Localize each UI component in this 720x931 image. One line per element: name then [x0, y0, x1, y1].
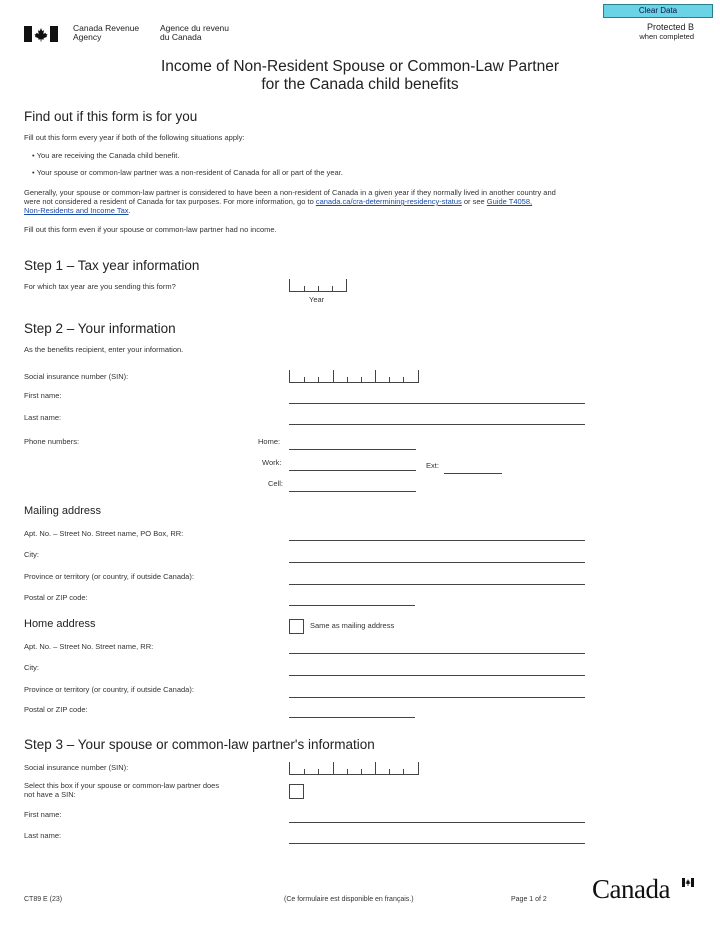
step3-heading: Step 3 – Your spouse or common-law partner's information — [24, 737, 375, 752]
agency-name-fr: Agence du revenu du Canada — [160, 23, 229, 42]
sin-label: Social insurance number (SIN): — [24, 372, 129, 381]
mailing-city-field[interactable] — [289, 562, 585, 563]
mailing-province-label: Province or territory (or country, if outside Canada): — [24, 572, 194, 581]
home-postal-label: Postal or ZIP code: — [24, 705, 88, 714]
canada-wordmark: Canada — [592, 874, 670, 904]
mailing-province-field[interactable] — [289, 584, 585, 585]
agency-name-en: Canada Revenue Agency — [73, 23, 140, 42]
spouse-last-name-label: Last name: — [24, 831, 62, 840]
recipient-first-name-field[interactable] — [289, 403, 585, 404]
same-as-mailing-checkbox[interactable] — [289, 619, 304, 634]
mailing-address-heading: Mailing address — [24, 505, 102, 517]
form-title: Income of Non-Resident Spouse or Common-Law Partner for the Canada child benefits — [160, 58, 560, 93]
home-address-heading: Home address — [24, 618, 96, 630]
work-phone-label: Work: — [262, 458, 282, 467]
home-province-field[interactable] — [289, 697, 585, 698]
guide-t4058-link-cont[interactable]: Non-Residents and Income Tax — [24, 206, 129, 215]
home-city-field[interactable] — [289, 675, 585, 676]
canada-flag-icon — [24, 26, 58, 42]
intro-paragraph: Fill out this form every year if both of the following situations apply: — [24, 133, 245, 142]
no-income-note: Fill out this form even if your spouse or common-law partner had no income. — [24, 225, 277, 234]
intro-bullet-2: • Your spouse or common-law partner was a non-resident of Canada for all or part of the year. — [32, 168, 343, 177]
protected-b-label: Protected B when completed — [639, 22, 694, 41]
step2-intro: As the benefits recipient, enter your information. — [24, 345, 184, 354]
step1-heading: Step 1 – Tax year information — [24, 258, 200, 273]
work-phone-field[interactable] — [289, 470, 416, 471]
spouse-first-name-field[interactable] — [289, 822, 585, 823]
residency-link[interactable]: canada.ca/cra-determining-residency-status — [315, 197, 462, 206]
mailing-street-label: Apt. No. – Street No. Street name, PO Box, RR: — [24, 529, 184, 538]
cell-phone-label: Cell: — [268, 479, 284, 488]
home-street-field[interactable] — [289, 653, 585, 654]
page-number: Page 1 of 2 — [511, 896, 547, 903]
guide-t4058-link[interactable]: Guide T4058, — [486, 197, 533, 206]
residency-paragraph: Generally, your spouse or common-law partner is considered to have been a non-resident of Canada in a given year if they normally lived in another country and were not considered a resident of Canada for tax purposes. For more information, go to canada.ca/cra-determining-residency-status or see Guide T4058, Non-Residents and Income Tax. — [24, 188, 556, 215]
no-sin-label: Select this box if your spouse or common-law partner does not have a SIN: — [24, 781, 220, 799]
ext-label: Ext: — [426, 461, 439, 470]
spouse-first-name-label: First name: — [24, 810, 62, 819]
work-ext-field[interactable] — [444, 473, 502, 474]
form-code: CT89 E (23) — [24, 896, 63, 903]
tax-year-input[interactable] — [289, 279, 347, 292]
first-name-label: First name: — [24, 391, 62, 400]
mailing-postal-label: Postal or ZIP code: — [24, 593, 88, 602]
mailing-city-label: City: — [24, 550, 39, 559]
french-availability-note: (Ce formulaire est disponible en français.) — [284, 896, 414, 903]
home-phone-field[interactable] — [289, 449, 416, 450]
home-street-label: Apt. No. – Street No. Street name, RR: — [24, 642, 154, 651]
intro-heading: Find out if this form is for you — [24, 109, 198, 124]
year-label: Year — [309, 295, 325, 304]
same-as-mailing-label: Same as mailing address — [310, 621, 395, 630]
recipient-sin-input[interactable] — [289, 370, 419, 383]
no-sin-checkbox[interactable] — [289, 784, 304, 799]
home-province-label: Province or territory (or country, if outside Canada): — [24, 685, 194, 694]
home-city-label: City: — [24, 663, 39, 672]
home-phone-label: Home: — [258, 437, 281, 446]
phone-numbers-label: Phone numbers: — [24, 437, 80, 446]
tax-year-question: For which tax year are you sending this form? — [24, 282, 176, 291]
clear-data-button[interactable]: Clear Data — [603, 4, 713, 18]
mailing-postal-field[interactable] — [289, 605, 415, 606]
home-postal-field[interactable] — [289, 717, 415, 718]
last-name-label: Last name: — [24, 413, 62, 422]
spouse-last-name-field[interactable] — [289, 843, 585, 844]
recipient-last-name-field[interactable] — [289, 424, 585, 425]
spouse-sin-label: Social insurance number (SIN): — [24, 763, 129, 772]
intro-bullet-1: • You are receiving the Canada child benefit. — [32, 151, 180, 160]
spouse-sin-input[interactable] — [289, 762, 419, 775]
mailing-street-field[interactable] — [289, 540, 585, 541]
step2-heading: Step 2 – Your information — [24, 321, 176, 336]
wordmark-flag-icon — [682, 874, 694, 883]
cell-phone-field[interactable] — [289, 491, 416, 492]
